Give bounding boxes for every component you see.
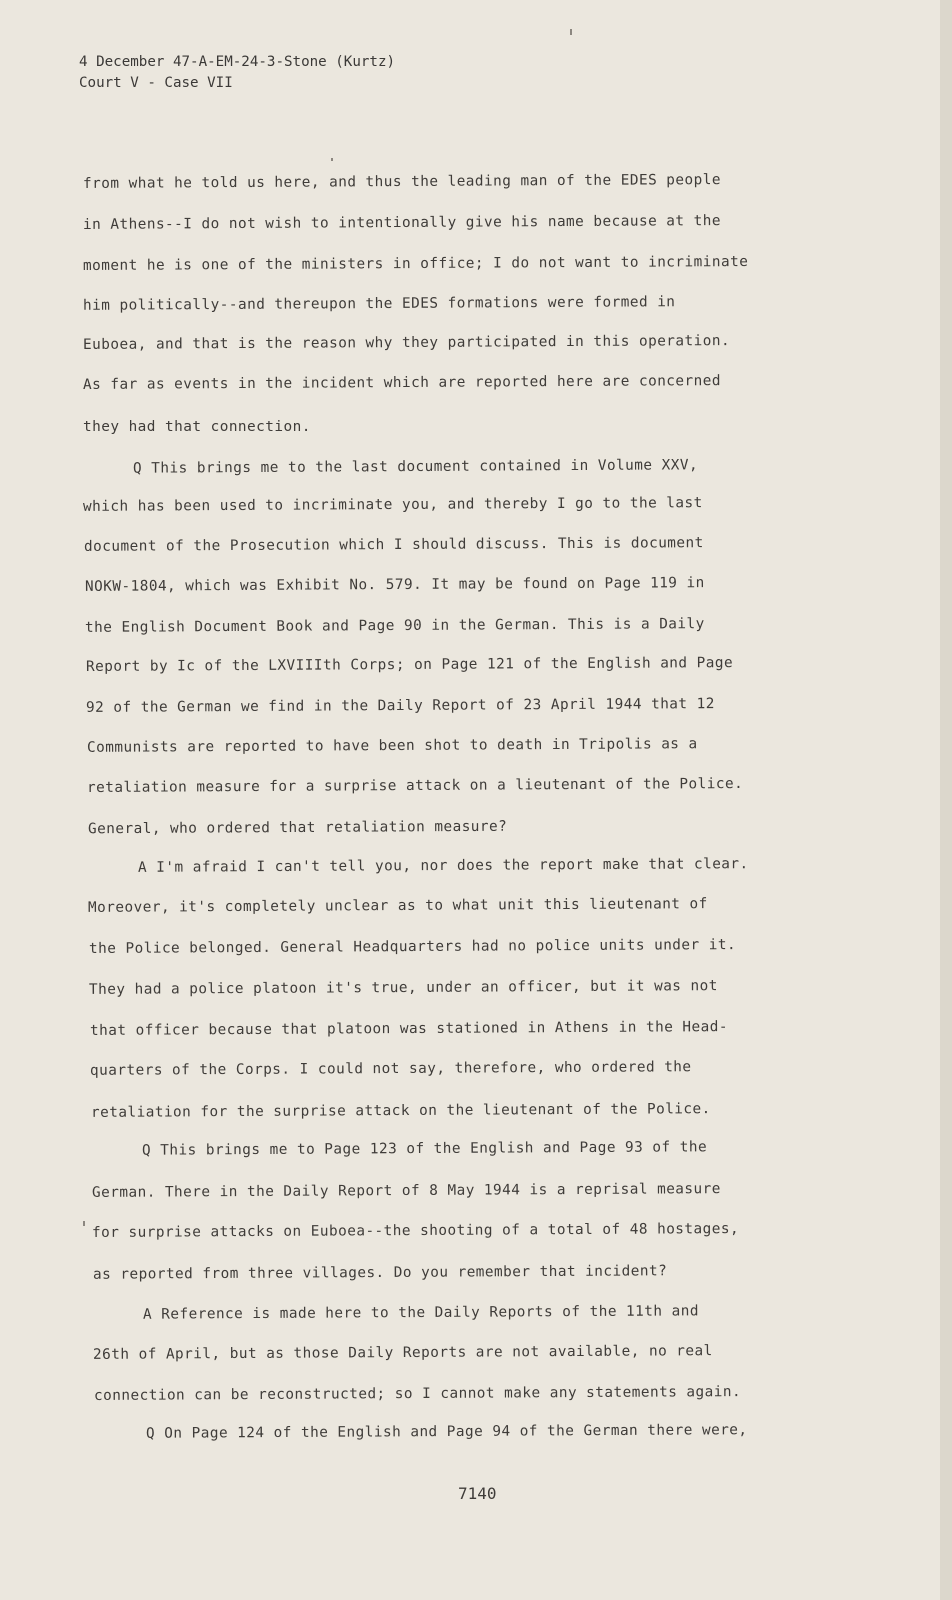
text-line: Communists are reported to have been shot to death in Tripolis as a	[86, 736, 698, 756]
text-line: General, who ordered that retaliation measure?	[87, 818, 508, 838]
text-line: for surprise attacks on Euboea--the shooting of a total of 48 hostages,	[91, 1221, 740, 1241]
text-line: NOKW-1804, which was Exhibit No. 579. It may be found on Page 119 in	[84, 575, 705, 595]
text-line: 26th of April, but as those Daily Reports are not available, no real	[92, 1343, 713, 1363]
text-line: him politically--and thereupon the EDES formations were formed in	[82, 294, 676, 314]
page-number: 7140	[458, 1484, 497, 1503]
text-line: quarters of the Corps. I could not say, therefore, who ordered the	[89, 1059, 692, 1079]
paper-speck	[83, 1221, 85, 1226]
text-line: as reported from three villages. Do you remember that incident?	[92, 1263, 668, 1283]
transcript-header	[79, 52, 395, 94]
page-edge	[940, 0, 952, 1600]
text-line: that officer because that platoon was stationed in Athens in the Head-	[89, 1019, 729, 1039]
text-line: Report by Ic of the LXVIIIth Corps; on Page 121 of the English and Page	[85, 655, 734, 675]
text-line: A Reference is made here to the Daily Reports of the 11th and	[142, 1303, 699, 1323]
text-line: As far as events in the incident which are reported here are concerned	[82, 373, 722, 393]
text-line: they had that connection.	[83, 419, 311, 435]
text-line: 92 of the German we find in the Daily Report of 23 April 1944 that 12	[85, 696, 715, 716]
text-line: connection can be reconstructed; so I cannot make any statements again.	[93, 1384, 742, 1404]
text-line: which has been used to incriminate you, and thereby I go to the last	[82, 495, 703, 515]
text-line: retaliation measure for a surprise attack on a lieutenant of the Police.	[86, 775, 744, 797]
text-line: Q This brings me to Page 123 of the English and Page 93 of the	[141, 1139, 708, 1159]
text-line: the Police belonged. General Headquarters had no police units under it.	[88, 937, 737, 957]
text-line: Moreover, it's completely unclear as to what unit this lieutenant of	[87, 896, 708, 916]
header-court-line: Court V - Case VII	[79, 75, 233, 91]
text-line: from what he told us here, and thus the leading man of the EDES people	[82, 172, 722, 192]
text-line: retaliation for the surprise attack on the lieutenant of the Police.	[90, 1101, 711, 1121]
text-line: A I'm afraid I can't tell you, nor does the report make that clear.	[137, 856, 749, 876]
text-line: German. There in the Daily Report of 8 May 1944 is a reprisal measure	[91, 1181, 721, 1201]
text-line: moment he is one of the ministers in office; I do not want to incriminate	[82, 253, 749, 275]
text-line: Q This brings me to the last document contained in Volume XXV,	[132, 457, 699, 477]
text-line: document of the Prosecution which I should discuss. This is document	[83, 535, 704, 555]
paper-speck	[331, 158, 333, 161]
text-line: the English Document Book and Page 90 in the German. This is a Daily	[84, 616, 705, 636]
text-line: Euboea, and that is the reason why they participated in this operation.	[82, 333, 731, 353]
paper-speck	[570, 29, 572, 35]
text-line: Q On Page 124 of the English and Page 94 of the German there were,	[145, 1422, 748, 1442]
text-line: They had a police platoon it's true, under an officer, but it was not	[88, 978, 718, 998]
header-date-line: 4 December 47-A-EM-24-3-Stone (Kurtz)	[79, 54, 396, 70]
text-line: in Athens--I do not wish to intentionally give his name because at the	[82, 213, 722, 233]
